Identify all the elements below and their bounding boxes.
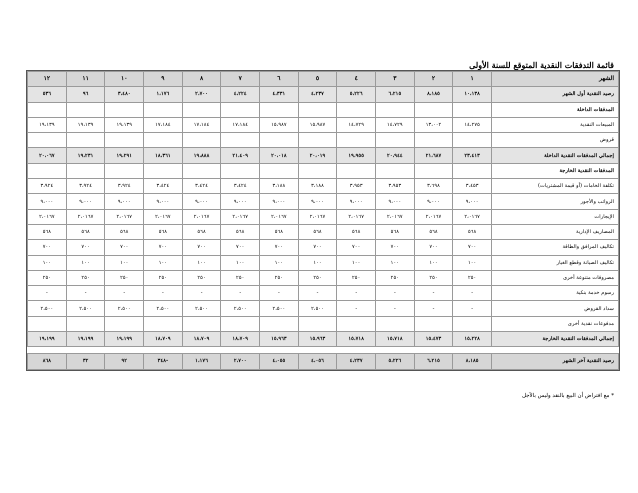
table-row-utilities-label: تكاليف المرافق والطاقة [492, 240, 619, 255]
table-cell: ٨٦٨ [28, 354, 67, 369]
table-row-loans-label: قروض [492, 133, 619, 148]
table-cell: ٥٦٨ [28, 224, 67, 239]
table-row-wages-label: الرواتب والأجور [492, 194, 619, 209]
table-cell: ٧ [221, 72, 260, 87]
table-row-cash-sales-label: المبيعات النقدية [492, 117, 619, 132]
table-cell: ٥٦٨ [260, 224, 299, 239]
table-cell: ١٠٠ [376, 255, 415, 270]
table-cell: ٧٠٠ [182, 240, 221, 255]
table-cell: ٧٠٠ [105, 240, 144, 255]
table-cell: ٧٠٠ [260, 240, 299, 255]
table-row-rent [28, 209, 619, 224]
table-cell: ٤،٢٣٧ [298, 87, 337, 102]
table-row-total-inflows [28, 148, 619, 163]
table-cell: ٢،٥٠٠ [105, 301, 144, 316]
table-cell: ١٥،٧١٨ [337, 332, 376, 347]
table-cell [105, 163, 144, 178]
table-cell [414, 163, 453, 178]
table-cell: ٤ [337, 72, 376, 87]
table-cell: - [414, 286, 453, 301]
table-cell: ٢٥٠ [414, 270, 453, 285]
table-cell: ٦،٢١٥ [376, 87, 415, 102]
table-cell: ٩،٠٠٠ [260, 194, 299, 209]
table-cell: ١٤،٧٢٩ [337, 117, 376, 132]
table-cell: ١٠٠ [28, 255, 67, 270]
table-cell: ٣،٦٩٨ [414, 179, 453, 194]
table-cell: ٩،٠٠٠ [182, 194, 221, 209]
table-cell: ٢٣،٤١٣ [453, 148, 492, 163]
table-row-materials-cost [28, 179, 619, 194]
table-cell [337, 316, 376, 331]
table-cell: ١٠ [105, 72, 144, 87]
table-cell: ٢،٠١٦٧ [105, 209, 144, 224]
table-cell: ٢،٥٠٠ [28, 301, 67, 316]
table-cell: ١٥،٧١٨ [376, 332, 415, 347]
table-cell [453, 133, 492, 148]
table-cell: ٣،٤٢٤ [221, 179, 260, 194]
table-cell: ٩،٠٠٠ [66, 194, 105, 209]
table-cell: ٥٦٨ [182, 224, 221, 239]
table-row-admin-label: المصاريف الإدارية [492, 224, 619, 239]
table-cell [144, 163, 183, 178]
table-cell: ١٨،٧٠٩ [144, 332, 183, 347]
table-cell [260, 316, 299, 331]
table-cell: ١٨،٧٠٩ [182, 332, 221, 347]
table-cell: - [105, 286, 144, 301]
table-row-outflows-heading [28, 163, 619, 178]
table-cell: ٧٠٠ [298, 240, 337, 255]
table-cell: ٤،٢٢٤ [221, 87, 260, 102]
table-cell: ٣ [376, 72, 415, 87]
table-row-wages [28, 194, 619, 209]
table-cell: ٢٥٠ [337, 270, 376, 285]
table-cell: ٧٠٠ [66, 240, 105, 255]
table-cell: ١٩،١٩٩ [105, 332, 144, 347]
table-cell: -٣٤٨ [144, 354, 183, 369]
table-cell [182, 133, 221, 148]
table-cell: ٧٠٠ [376, 240, 415, 255]
table-cell: ٢،٠١٦٧ [453, 209, 492, 224]
table-cell: ٢،٠١٦٧ [298, 209, 337, 224]
table-cell: ٨،١٨٥ [453, 354, 492, 369]
table-cell [28, 163, 67, 178]
table-cell: - [376, 286, 415, 301]
table-cell: ٢١،٦٨٧ [414, 148, 453, 163]
table-cell: ١٩،١٩٩ [28, 332, 67, 347]
table-cell [453, 102, 492, 117]
table-cell: ١٥،٢٢٨ [453, 332, 492, 347]
table-cell: - [298, 286, 337, 301]
table-cell [376, 133, 415, 148]
table-cell [453, 316, 492, 331]
table-cell: ٥٦٨ [66, 224, 105, 239]
table-row-closing-label: رصيد النقدية آخر الشهر [492, 354, 619, 369]
table-row-opening-label: رصيد النقدية أول الشهر [492, 87, 619, 102]
table-cell: ٢،٠١٦٧ [221, 209, 260, 224]
table-cell: ٩،٠٠٠ [298, 194, 337, 209]
table-cell [221, 102, 260, 117]
table-cell [298, 133, 337, 148]
table-cell: ٢،٠١٦٧ [182, 209, 221, 224]
table-row-rent-label: الإيجارات [492, 209, 619, 224]
table-cell: ٥٦٨ [144, 224, 183, 239]
table-cell [221, 133, 260, 148]
table-cell [182, 102, 221, 117]
table-cell: ٣،٤٢٤ [182, 179, 221, 194]
table-cell: ٩،٠٠٠ [337, 194, 376, 209]
table-cell: ١٩،١٣٩ [105, 117, 144, 132]
table-cell [144, 316, 183, 331]
table-cell: ٣،٩٢٤ [66, 179, 105, 194]
table-row-loan-repay-label: سداد القروض [492, 301, 619, 316]
table-cell: ٢٠،٠١٨ [260, 148, 299, 163]
table-cell: ٥٦٨ [221, 224, 260, 239]
table-cell: ١٩،٨٨٨ [182, 148, 221, 163]
table-cell [221, 316, 260, 331]
table-cell: ٢،٥٠٠ [260, 301, 299, 316]
table-cell: ١٠٠ [337, 255, 376, 270]
table-cell [298, 102, 337, 117]
table-row-admin [28, 224, 619, 239]
table-cell: ٥٦٨ [376, 224, 415, 239]
table-cell [260, 163, 299, 178]
table-row-cash-sales [28, 117, 619, 132]
table-cell: ٩ [144, 72, 183, 87]
table-cell: - [414, 301, 453, 316]
table-cell: ١٩،٩٥٥ [337, 148, 376, 163]
table-cell: ٥،٢٢٦ [376, 354, 415, 369]
table-cell [66, 316, 105, 331]
table-cell [105, 316, 144, 331]
table-cell: ٦ [260, 72, 299, 87]
table-cell: ٢،٧٠٠ [221, 354, 260, 369]
table-cell [105, 102, 144, 117]
table-cell [414, 316, 453, 331]
table-row-utilities [28, 240, 619, 255]
table-cell: ١٩،١٣٩ [28, 117, 67, 132]
table-row-bank-fees [28, 286, 619, 301]
table-cell: - [453, 286, 492, 301]
table-cell: ٢،٧٠٠ [182, 87, 221, 102]
header-row-label: الشهر [492, 72, 619, 87]
table-cell [182, 163, 221, 178]
table-row-materials-cost-label: تكلفة الخامات (أو قيمة المشتريات) [492, 179, 619, 194]
table-cell: - [337, 301, 376, 316]
table-cell: ٢،٥٠٠ [221, 301, 260, 316]
table-cell: ٢،٠١٦٧ [337, 209, 376, 224]
table-cell [453, 163, 492, 178]
spacer-row [28, 347, 619, 354]
table-cell: - [66, 286, 105, 301]
table-cell: ١٩،١٩٩ [66, 332, 105, 347]
table-cell: ٢٥٠ [376, 270, 415, 285]
table-cell [260, 133, 299, 148]
table-cell: ٢،٠١٦٧ [28, 209, 67, 224]
table-cell: ٣،٩٥٣ [376, 179, 415, 194]
table-cell: ٥٣٦ [28, 87, 67, 102]
table-row-bank-fees-label: رسوم خدمة بنكية [492, 286, 619, 301]
table-cell: ٣،٤٨٠ [105, 87, 144, 102]
table-cell: ٣٢ [66, 354, 105, 369]
table-cell: ٢٠،٩٤٤ [376, 148, 415, 163]
table-cell: ٥٦٨ [414, 224, 453, 239]
table-cell: ٩،٠٠٠ [28, 194, 67, 209]
cash-flow-table [26, 70, 620, 371]
table-cell: ١٠٠ [144, 255, 183, 270]
table-cell: ١٥،٩٦٣ [260, 332, 299, 347]
table-row-outflows-heading-label: المدفقات النقدية الخارجة [492, 163, 619, 178]
table-row-loans [28, 133, 619, 148]
table-cell: ٧٠٠ [414, 240, 453, 255]
table-cell: ٣،٤٥٣ [453, 179, 492, 194]
table-row-total-inflows-label: إجمالي المدفقات النقدية الداخلة [492, 148, 619, 163]
table-cell: ٨ [182, 72, 221, 87]
table-cell: - [28, 286, 67, 301]
table-cell: ١٠،١٣٨ [453, 87, 492, 102]
table-cell: ٣،٤٢٤ [144, 179, 183, 194]
table-cell: ٢٥٠ [221, 270, 260, 285]
table-cell: ١٠٠ [453, 255, 492, 270]
table-cell: - [337, 286, 376, 301]
spacer-cell [28, 347, 619, 354]
table-cell: ١٠٠ [414, 255, 453, 270]
table-cell: ١٠٠ [221, 255, 260, 270]
table-cell: ٢٠،٠٦٧ [28, 148, 67, 163]
page-title: قائمة التدفقات النقدية المتوقع للسنة الأولى [469, 60, 614, 70]
table-cell: ١٠٠ [182, 255, 221, 270]
table-cell: ٢٥٠ [453, 270, 492, 285]
table-cell: ١٠٠ [298, 255, 337, 270]
table-cell: ٣،٩٢٤ [105, 179, 144, 194]
table-row-total-outflows [28, 332, 619, 347]
table-cell: ٣،١٨٨ [298, 179, 337, 194]
table-cell: ٢،٠١٦٧ [376, 209, 415, 224]
table-cell: ٩،٠٠٠ [453, 194, 492, 209]
table-cell: - [376, 301, 415, 316]
table-cell: ١٧،١٨٤ [144, 117, 183, 132]
table-cell: ٩،٠٠٠ [414, 194, 453, 209]
table-cell: - [453, 301, 492, 316]
table-cell: ١٥،٤٧٣ [414, 332, 453, 347]
table-cell: ٢،٠١٦٧ [414, 209, 453, 224]
table-cell [298, 316, 337, 331]
table-cell: ٥٦٨ [337, 224, 376, 239]
table-cell: ٢ [414, 72, 453, 87]
table-cell: ١٨،٣٦١ [144, 148, 183, 163]
table-cell: ٤،٣٣١ [260, 87, 299, 102]
table-cell: ٩،٠٠٠ [221, 194, 260, 209]
table-cell: ٢،٥٠٠ [182, 301, 221, 316]
table-cell: ٧٠٠ [453, 240, 492, 255]
table-cell [414, 133, 453, 148]
table-cell [376, 316, 415, 331]
table-cell: ٧٠٠ [337, 240, 376, 255]
table-cell: ١،١٧٦ [182, 354, 221, 369]
table-cell: ٢١،٤٠٩ [221, 148, 260, 163]
table-cell: ٢،٥٠٠ [66, 301, 105, 316]
table-cell: ١١ [66, 72, 105, 87]
table-cell [66, 163, 105, 178]
table-cell: ١٩،٢٣١ [66, 148, 105, 163]
table-cell: ١٣،٠٠٢ [414, 117, 453, 132]
table-row-maintenance-label: تكاليف الصيانة وقطع الغيار [492, 255, 619, 270]
table-cell: ٤،٠٥٥ [260, 354, 299, 369]
table-cell: ٢٥٠ [260, 270, 299, 285]
table-cell: ٢،٠١٦٧ [144, 209, 183, 224]
table-cell: ٢،٠١٦٧ [260, 209, 299, 224]
table-cell: ١٩،١٣٩ [66, 117, 105, 132]
table-cell [221, 163, 260, 178]
table-cell: ١٤،٧٢٩ [376, 117, 415, 132]
table-cell: ١٧،١٨٤ [221, 117, 260, 132]
table-cell [376, 163, 415, 178]
table-cell: ١٤،٢٧٥ [453, 117, 492, 132]
table-cell [298, 163, 337, 178]
table-cell: ١٠٠ [66, 255, 105, 270]
table-cell: ٨،١٨٥ [414, 87, 453, 102]
table-cell: ١٢ [28, 72, 67, 87]
table-cell [260, 102, 299, 117]
table-cell [144, 133, 183, 148]
table-cell: ١ [453, 72, 492, 87]
table-row-other-payments [28, 316, 619, 331]
table-cell: ١٨،٧٠٩ [221, 332, 260, 347]
table-row-misc-label: مصروفات متنوعة أخرى [492, 270, 619, 285]
table-cell: ١٧،١٨٤ [182, 117, 221, 132]
table-row-total-outflows-label: إجمالي المدفقات النقدية الخارجة [492, 332, 619, 347]
table-row-maintenance [28, 255, 619, 270]
table-cell: ١٠٠ [260, 255, 299, 270]
table-row-loan-repay [28, 301, 619, 316]
table-cell: ٢،٥٠٠ [298, 301, 337, 316]
table-cell [28, 133, 67, 148]
table-cell: ٥٦٨ [298, 224, 337, 239]
table-cell: ٤،٢٣٧ [337, 354, 376, 369]
table-row-inflows-heading-label: المدفقات الداخلة [492, 102, 619, 117]
table-cell: - [182, 286, 221, 301]
table-cell: ٩،٠٠٠ [105, 194, 144, 209]
table-cell: ٧٠٠ [28, 240, 67, 255]
table-cell: ٣،٩٢٤ [28, 179, 67, 194]
table-cell: ١٠٠ [105, 255, 144, 270]
table-cell: ٣،١٨٨ [260, 179, 299, 194]
table-cell: ٢٥٠ [66, 270, 105, 285]
table-cell [105, 133, 144, 148]
table-cell: ٥٦٨ [453, 224, 492, 239]
table-cell: ٩،٠٠٠ [376, 194, 415, 209]
table-cell: ٢،٠١٦٧ [66, 209, 105, 224]
table-cell: ٢٥٠ [144, 270, 183, 285]
table-cell [144, 102, 183, 117]
table-cell [337, 163, 376, 178]
table-cell: ٧٠٠ [221, 240, 260, 255]
table-cell: ٢٥٠ [298, 270, 337, 285]
table-cell [376, 102, 415, 117]
table-cell: ١،١٧٦ [144, 87, 183, 102]
table-cell [28, 316, 67, 331]
table-cell: ٤،٠٥٦ [298, 354, 337, 369]
table-cell: ١٩،٢٩١ [105, 148, 144, 163]
table-cell: ٢٥٠ [105, 270, 144, 285]
table-cell [66, 133, 105, 148]
table-cell: - [144, 286, 183, 301]
table-cell: ٢٥٠ [182, 270, 221, 285]
table-row-inflows-heading [28, 102, 619, 117]
table-cell: ٥،٢٢٦ [337, 87, 376, 102]
table-cell [182, 316, 221, 331]
table-row-closing [28, 354, 619, 369]
table-cell [66, 102, 105, 117]
table-cell [337, 102, 376, 117]
table-cell: ٥ [298, 72, 337, 87]
table-row-other-payments-label: مدفوعات نقدية أخرى [492, 316, 619, 331]
table-cell: ٥٦٨ [105, 224, 144, 239]
table-cell [28, 102, 67, 117]
table-cell: ١٥،٩٨٧ [298, 117, 337, 132]
table-cell: ١٥،٩٨٧ [260, 117, 299, 132]
table-cell: ٧٠٠ [144, 240, 183, 255]
table-cell: - [221, 286, 260, 301]
table-row-opening [28, 87, 619, 102]
table-cell: ٩٢ [105, 354, 144, 369]
table-cell: ١٥،٩٦٣ [298, 332, 337, 347]
header-row [28, 72, 619, 87]
footnote: * مع افتراض أن البيع بالنقد وليس بالآجل [521, 393, 614, 399]
table-cell: ٢٠،٠١٩ [298, 148, 337, 163]
table-cell: - [260, 286, 299, 301]
table-cell [414, 102, 453, 117]
table-cell: ٢٥٠ [28, 270, 67, 285]
table-cell: ٩،٠٠٠ [144, 194, 183, 209]
table-cell: ٩٦ [66, 87, 105, 102]
table-cell: ٣،٩٥٣ [337, 179, 376, 194]
table-cell: ٢،٥٠٠ [144, 301, 183, 316]
table-row-misc [28, 270, 619, 285]
table-cell: ٦،٢١٥ [414, 354, 453, 369]
table-cell [337, 133, 376, 148]
